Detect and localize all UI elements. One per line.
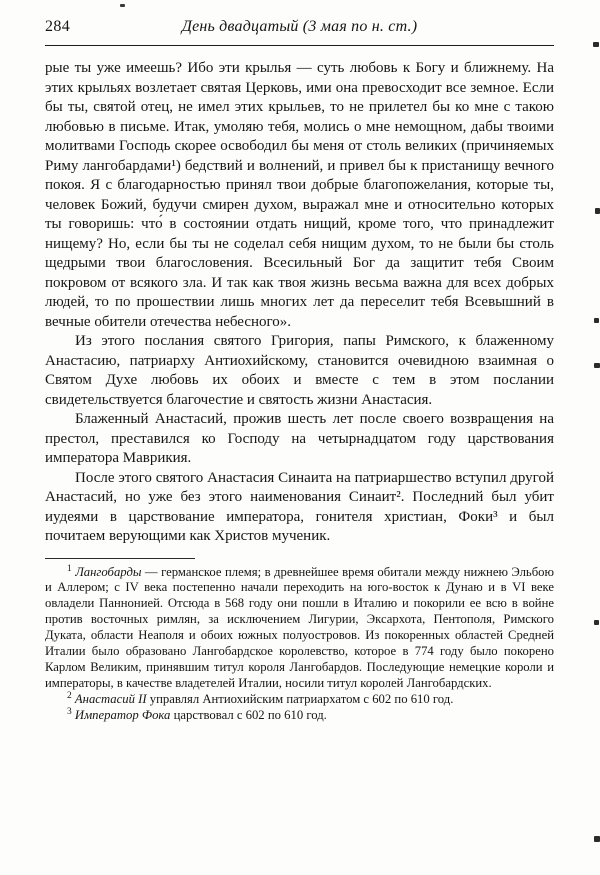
footnote-marker: 1 (67, 563, 72, 574)
scan-artifact (595, 208, 600, 214)
running-title: День двадцатый (3 мая по н. ст.) (181, 18, 418, 35)
footnotes-section (45, 565, 554, 724)
footnote-term: Лангобарды (75, 564, 142, 579)
footnote (45, 708, 554, 724)
page-number: 284 (45, 18, 71, 35)
footnote-text: управлял Антиохийским патриархатом с 602 по 610 год. (146, 691, 454, 706)
footnote-text: — германское племя; в древнейшее время обитали между нижнею Эльбою и Аллером; с IV века постепенно начали переходить на юго-восток к Дунаю и в VI веке овладели Паннонией. Отсюда в 568 году они пошли в Италию и покорили ее всю в войне против восточных римлян, за исключением Лигурии, Эксархота, Пентополя, Римского Дуката, области Неаполя и обоих южных полуостровов. Из покоренных областей Средней Италии было образовано Лангобардское королевство, которое в 774 году было покорено Карлом Великим, принявшим титул короля Лангобардов. Последующие немецкие короли и императоры, в качестве владетелей Италии, носили титул королей Лангобардских. (45, 564, 554, 690)
header-rule (45, 45, 554, 46)
scan-artifact (593, 42, 599, 47)
footnote-text: царствовал с 602 по 610 год. (170, 707, 327, 722)
paragraph: Из этого послания святого Григория, папы Римского, к блаженному Анастасию, патриарху Антиохийскому, становится очевидною взаимная о Святом Духе любовь их обоих и вместе с тем в этом послании свидетельствуется благочестие и святость жизни Анастасия. (45, 333, 554, 408)
page-header (45, 18, 554, 40)
paragraph-continuation: рые ты уже имеешь? Ибо эти крылья — суть любовь к Богу и ближнему. На этих крыльях возлетает святая Церковь, ими она превосходит все земное. Если бы ты, святой отец, не имел этих крыльев, то не прилетел бы ко мне с такою любовью в письме. Итак, умоляю тебя, молись о мне немощном, дабы твоими молитвами Господь скорее освободил бы меня от столь великих (причиняемых Риму лангобардами¹) бедствий и волнений, и привел бы к пристанищу вечного покоя. Я с благодарностью принял твои добрые благопожелания, которые ты, человек Божий, будучи смирен духом, выражал мне и относительно которых ты говоришь: что́ в состоянии отдать нищий, кроме того, что принадлежит нищему? Но, если бы ты не соделал себя нищим духом, то не были бы столь щедрыми твои благословения. Всесильный Бог да защитит тебя Своим покровом от всякого зла. И так как твоя жизнь весьма важна для всех добрых людей, то по прошествии лишь многих лет да переселит тебя Всевышний в вечные обители отечества небесного». (45, 60, 554, 330)
scan-artifact (120, 4, 125, 7)
footnote-separator-rule (45, 558, 195, 559)
footnote-term: Анастасий II (74, 691, 147, 706)
footnote (45, 565, 554, 692)
footnote-term: Император Фока (74, 707, 171, 722)
scan-artifact (594, 318, 599, 323)
scan-artifact (594, 836, 600, 842)
paragraph: Блаженный Анастасий, прожив шесть лет после своего возвращения на престол, преставился ко Господу на четырнадцатом году царствования императора Маврикия. (45, 411, 554, 466)
scan-artifact (594, 620, 599, 625)
paragraph: После этого святого Анастасия Синаита на патриаршество вступил другой Анастасий, но уже без этого наименования Синаит². Последний был убит иудеями в царствование императора, гонителя христиан, Фоки³ и был почитаем верующими как Христов мученик. (45, 469, 554, 544)
footnote (45, 692, 554, 708)
body-text (45, 59, 554, 547)
footnote-marker: 2 (67, 690, 72, 701)
scan-artifact (594, 363, 600, 368)
footnote-marker: 3 (67, 706, 72, 717)
